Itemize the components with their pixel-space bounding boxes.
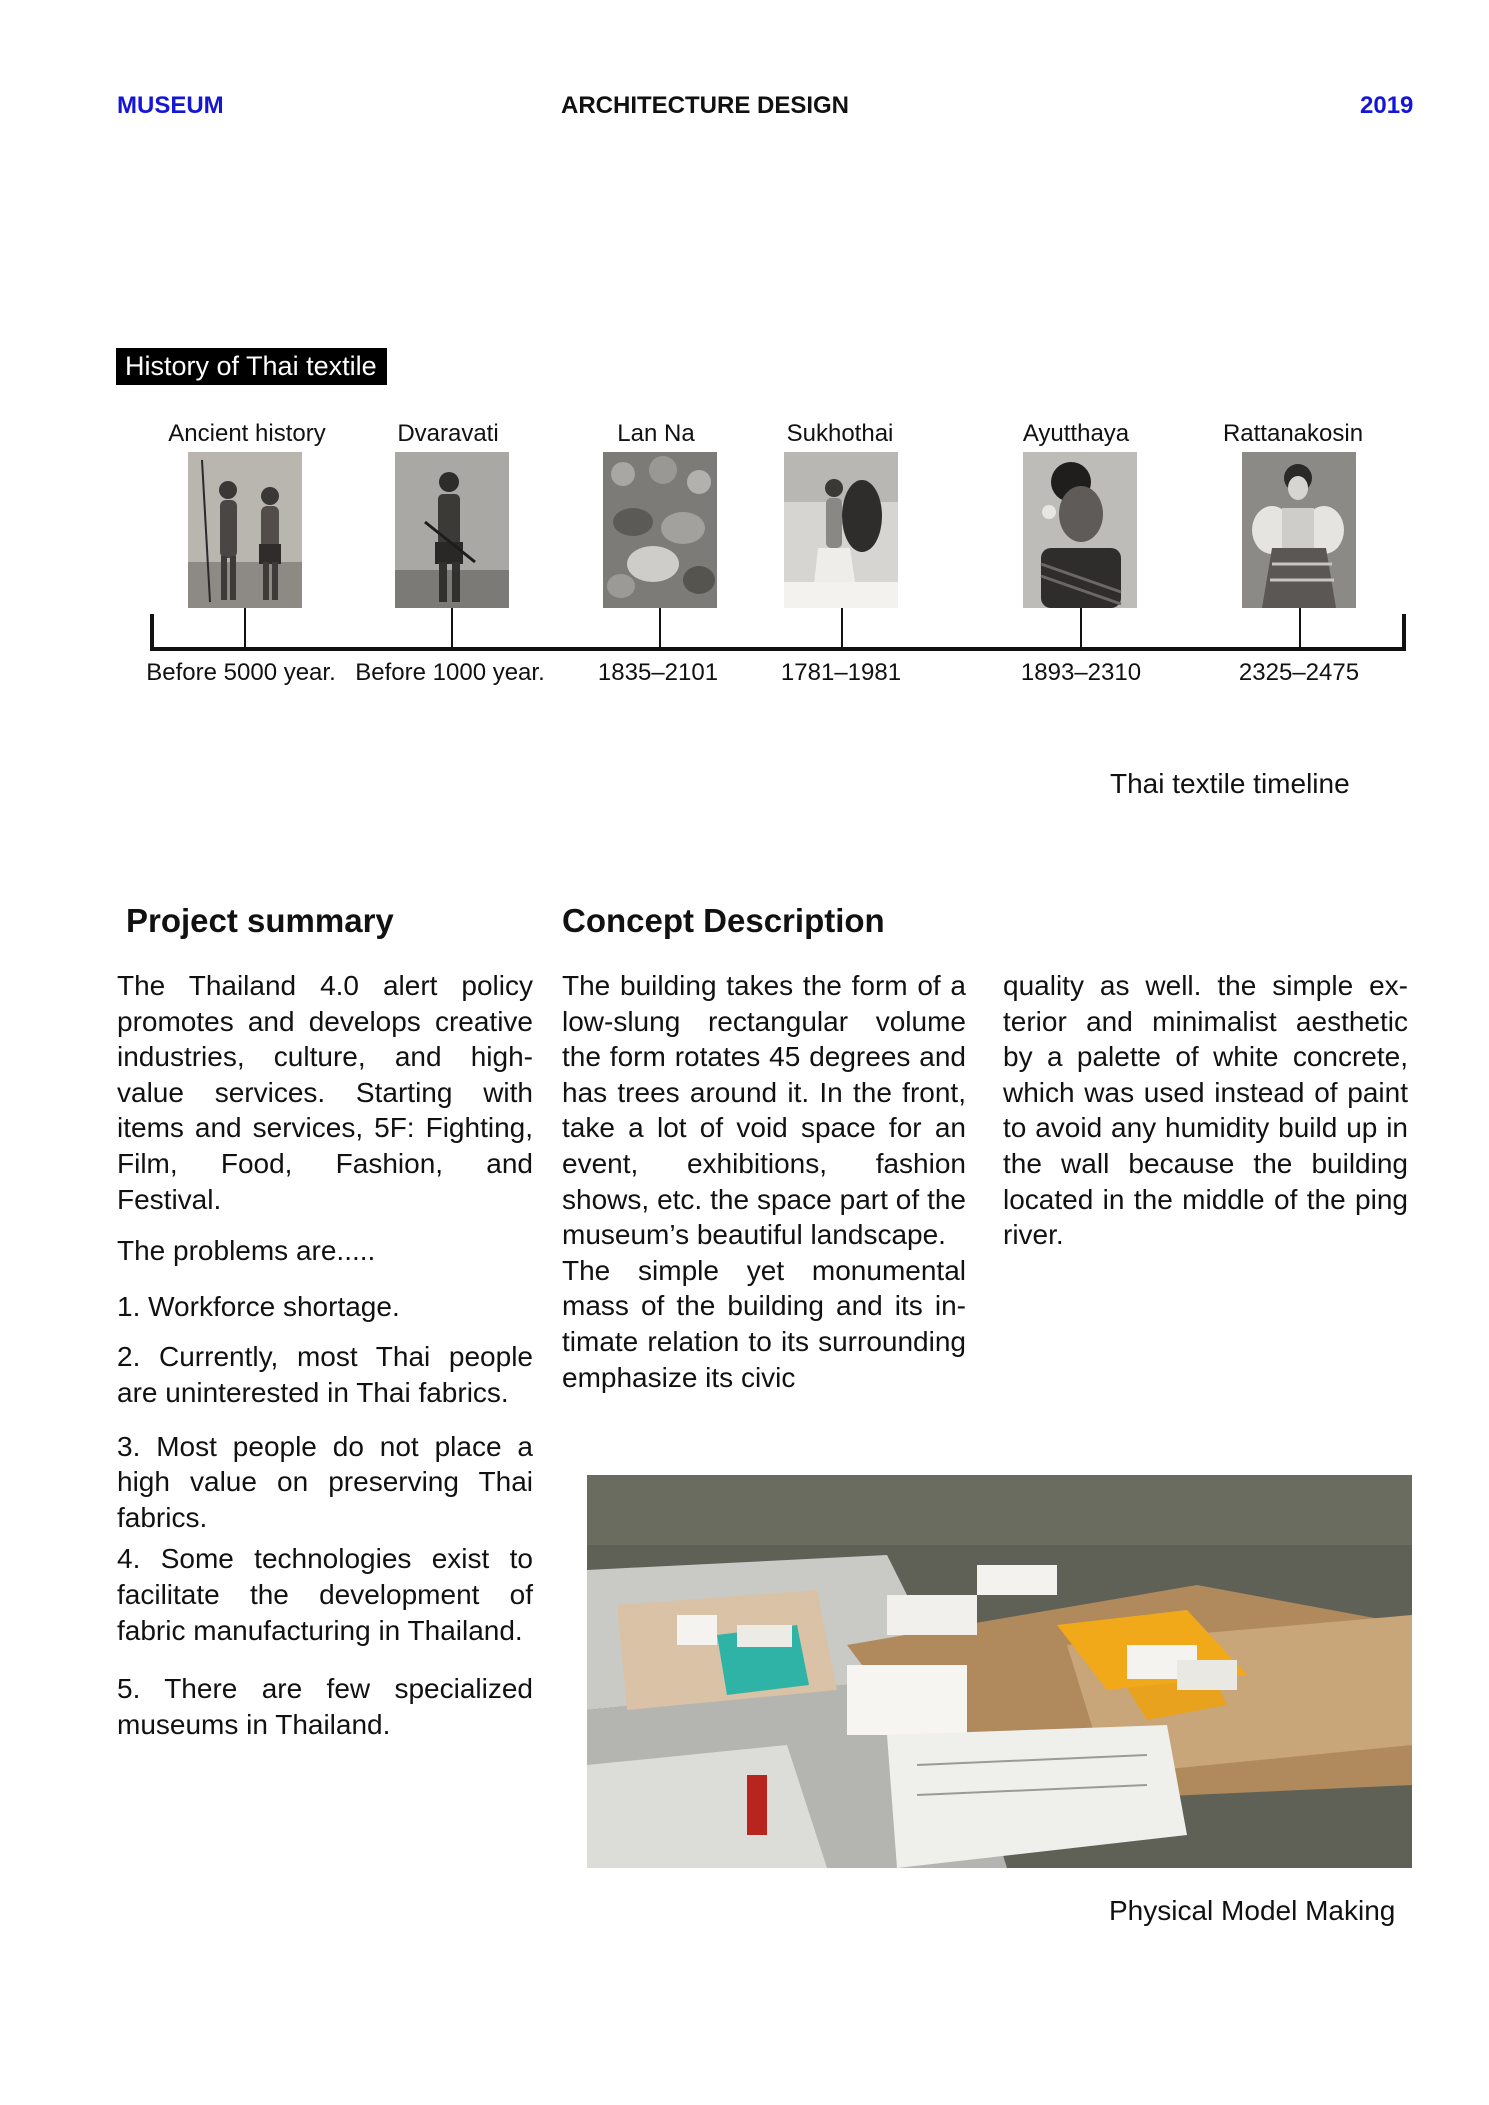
sukhothai-dancer-photo [784,452,898,608]
problem-item: 4. Some technologies exist to facilitate the development of fabric manufacturing in Thailand. [117,1543,533,1646]
project-summary-body [117,968,533,1742]
dvaravati-warrior-photo [395,452,509,608]
concept-column-1: The building takes the form of a low-slung rectangular volume the form rotates 45 degrees and has trees around it. In the front, take a lot of void space for an event, exhibitions, fashion shows, etc. the space part of the museum’s beautiful landscape. The simple yet monumental mass of the building and its intimate relation to its surrounding emphasize its civic [562,970,966,1393]
timeline-tick [1080,608,1082,648]
model-caption: Physical Model Making [1109,1895,1396,1926]
project-summary-heading: Project summary [126,902,394,939]
timeline-caption: Thai textile timeline [1110,768,1350,799]
summary-intro: The Thailand 4.0 alert policy promotes and develops creative industries, culture, and high-value services. Starting with items and services, 5F: Fighting, Film, Food, Fashion, and Festival. [117,970,533,1215]
problem-item: 3. Most people do not place a high value on preserving Thai fabrics. [117,1430,533,1533]
header-museum: MUSEUM [117,92,224,119]
era-name: Ayutthaya [1022,420,1130,447]
era-date: Before 1000 year. [355,659,545,686]
era-name: Lan Na [617,420,695,447]
era-name: Sukhothai [786,420,894,447]
header-title: ARCHITECTURE DESIGN [561,92,850,119]
timeline-axis [150,647,1406,651]
ayutthaya-portrait-photo [1023,452,1137,608]
problem-item: 1. Workforce shortage. [117,1290,400,1322]
physical-model-photo [587,1475,1412,1868]
ancient-people-photo [188,452,302,608]
era-name: Dvaravati [397,420,499,447]
timeline-tick [659,608,661,648]
timeline-tick [451,608,453,648]
rattanakosin-portrait-photo [1242,452,1356,608]
problem-item: 5. There are few specialized museums in Thailand. [117,1673,533,1740]
timeline-label: History of Thai textile [116,348,387,385]
header-year: 2019 [1360,92,1414,119]
concept-column-2: quality as well. the simple exterior and minimalist aesthetic by a palette of white concrete, which was used instead of paint to avoid any humidity build up in the wall because the building located in the middle of the ping river. [1003,970,1408,1251]
era-date: Before 5000 year. [146,659,336,686]
era-name: Ancient history [168,420,326,447]
timeline-axis-end [1402,614,1406,651]
timeline-axis-start [150,614,154,651]
era-date: 1781–1981 [780,659,902,686]
timeline-tick [1299,608,1301,648]
era-name: Rattanakosin [1222,420,1364,447]
timeline-tick [244,608,246,648]
lanna-mural-photo [603,452,717,608]
era-date: 1835–2101 [597,659,719,686]
era-date: 2325–2475 [1238,659,1360,686]
concept-description-heading: Concept Description [562,902,885,939]
timeline-tick [841,608,843,648]
era-date: 1893–2310 [1020,659,1142,686]
problems-intro: The problems are..... [117,1235,376,1267]
problem-item: 2. Currently, most Thai people are uninterested in Thai fabrics. [117,1341,533,1408]
